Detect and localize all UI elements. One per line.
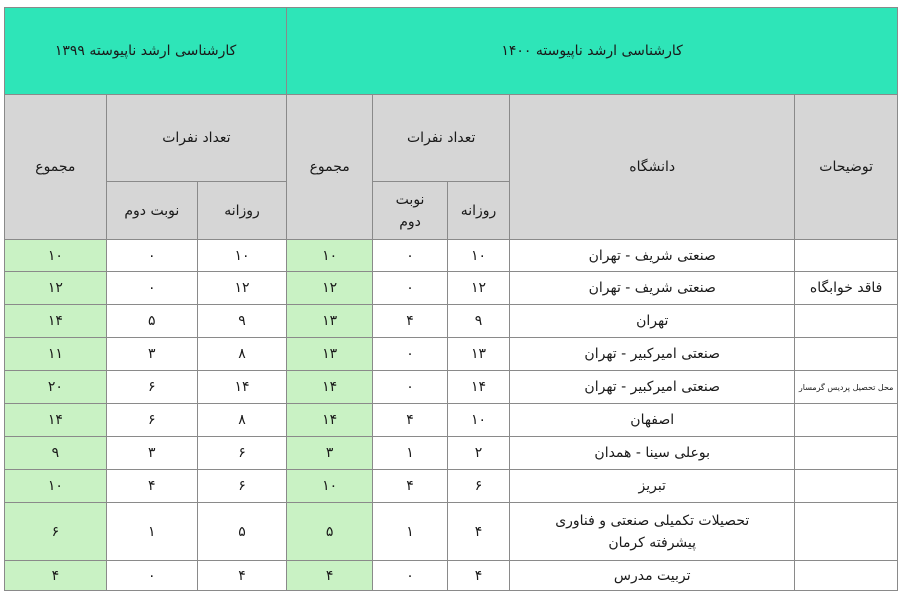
row-evening-1399: ۰	[106, 272, 197, 305]
row-daytime-1399: ۶	[197, 437, 286, 470]
row-total-1399: ۲۰	[5, 371, 107, 404]
row-evening-1400: ۰	[373, 561, 448, 591]
row-evening-1400: ۰	[373, 338, 448, 371]
row-daytime-1399: ۱۰	[197, 240, 286, 272]
row-daytime-1399: ۹	[197, 305, 286, 338]
row-daytime-1400: ۱۰	[447, 240, 509, 272]
row-evening-1400: ۰	[373, 272, 448, 305]
daytime-header-1400: روزانه	[447, 182, 509, 240]
row-notes	[795, 503, 898, 561]
row-notes	[795, 305, 898, 338]
row-university: صنعتی امیرکبیر - تهران	[510, 371, 795, 404]
row-total-1399: ۱۴	[5, 305, 107, 338]
row-evening-1400: ۴	[373, 404, 448, 437]
row-university: تحصیلات تکمیلی صنعتی و فناوری پیشرفته کرمان	[510, 503, 795, 561]
row-total-1399: ۱۱	[5, 338, 107, 371]
row-total-1400: ۱۳	[287, 305, 373, 338]
row-daytime-1400: ۴	[447, 503, 509, 561]
row-university: صنعتی شریف - تهران	[510, 240, 795, 272]
row-evening-1399: ۱	[106, 503, 197, 561]
row-evening-1399: ۴	[106, 470, 197, 503]
row-university: تربیت مدرس	[510, 561, 795, 591]
row-total-1399: ۱۰	[5, 470, 107, 503]
row-daytime-1400: ۱۲	[447, 272, 509, 305]
row-total-1399: ۶	[5, 503, 107, 561]
row-daytime-1399: ۵	[197, 503, 286, 561]
notes-header: توضیحات	[795, 95, 898, 240]
row-evening-1399: ۶	[106, 371, 197, 404]
row-total-1399: ۴	[5, 561, 107, 591]
row-evening-1399: ۰	[106, 240, 197, 272]
total-header-1400: مجموع	[287, 95, 373, 240]
row-total-1400: ۳	[287, 437, 373, 470]
row-total-1399: ۹	[5, 437, 107, 470]
row-total-1400: ۵	[287, 503, 373, 561]
capacity-table-main	[4, 7, 898, 591]
row-total-1399: ۱۲	[5, 272, 107, 305]
row-daytime-1399: ۶	[197, 470, 286, 503]
capacity-header-1400: تعداد نفرات	[373, 95, 510, 182]
row-notes	[795, 338, 898, 371]
row-notes	[795, 470, 898, 503]
row-evening-1400: ۰	[373, 371, 448, 404]
daytime-header-1399: روزانه	[197, 182, 286, 240]
row-evening-1400: ۴	[373, 470, 448, 503]
row-evening-1399: ۶	[106, 404, 197, 437]
total-header-1399: مجموع	[5, 95, 107, 240]
row-daytime-1399: ۱۲	[197, 272, 286, 305]
row-total-1400: ۱۳	[287, 338, 373, 371]
row-daytime-1399: ۸	[197, 338, 286, 371]
row-total-1399: ۱۴	[5, 404, 107, 437]
row-notes: فاقد خوابگاه	[795, 272, 898, 305]
row-evening-1400: ۰	[373, 240, 448, 272]
evening-header-1400: نوبت دوم	[373, 182, 448, 240]
row-university: صنعتی شریف - تهران	[510, 272, 795, 305]
row-daytime-1399: ۴	[197, 561, 286, 591]
row-daytime-1400: ۹	[447, 305, 509, 338]
row-university: صنعتی امیرکبیر - تهران	[510, 338, 795, 371]
row-daytime-1400: ۶	[447, 470, 509, 503]
row-evening-1399: ۳	[106, 338, 197, 371]
row-total-1400: ۴	[287, 561, 373, 591]
row-daytime-1400: ۱۳	[447, 338, 509, 371]
row-total-1400: ۱۴	[287, 404, 373, 437]
row-evening-1400: ۴	[373, 305, 448, 338]
evening-header-1399: نوبت دوم	[106, 182, 197, 240]
row-total-1400: ۱۰	[287, 240, 373, 272]
university-header: دانشگاه	[510, 95, 795, 240]
row-daytime-1400: ۲	[447, 437, 509, 470]
row-daytime-1400: ۱۰	[447, 404, 509, 437]
row-university: اصفهان	[510, 404, 795, 437]
row-notes	[795, 404, 898, 437]
row-evening-1399: ۳	[106, 437, 197, 470]
row-university: تبریز	[510, 470, 795, 503]
row-total-1400: ۱۴	[287, 371, 373, 404]
row-university: تهران	[510, 305, 795, 338]
capacity-header-1399: تعداد نفرات	[106, 95, 286, 182]
row-university: بوعلی سینا - همدان	[510, 437, 795, 470]
row-notes	[795, 561, 898, 591]
title-1399: کارشناسی ارشد ناپیوسته ۱۳۹۹	[5, 8, 287, 95]
row-notes	[795, 240, 898, 272]
row-evening-1399: ۰	[106, 561, 197, 591]
row-total-1400: ۱۲	[287, 272, 373, 305]
row-total-1399: ۱۰	[5, 240, 107, 272]
row-evening-1399: ۵	[106, 305, 197, 338]
row-notes: محل تحصیل پردیس گرمسار	[795, 371, 898, 404]
row-notes	[795, 437, 898, 470]
row-daytime-1400: ۴	[447, 561, 509, 591]
row-evening-1400: ۱	[373, 503, 448, 561]
row-daytime-1400: ۱۴	[447, 371, 509, 404]
row-total-1400: ۱۰	[287, 470, 373, 503]
row-daytime-1399: ۱۴	[197, 371, 286, 404]
row-daytime-1399: ۸	[197, 404, 286, 437]
row-evening-1400: ۱	[373, 437, 448, 470]
title-1400: کارشناسی ارشد ناپیوسته ۱۴۰۰	[287, 8, 898, 95]
